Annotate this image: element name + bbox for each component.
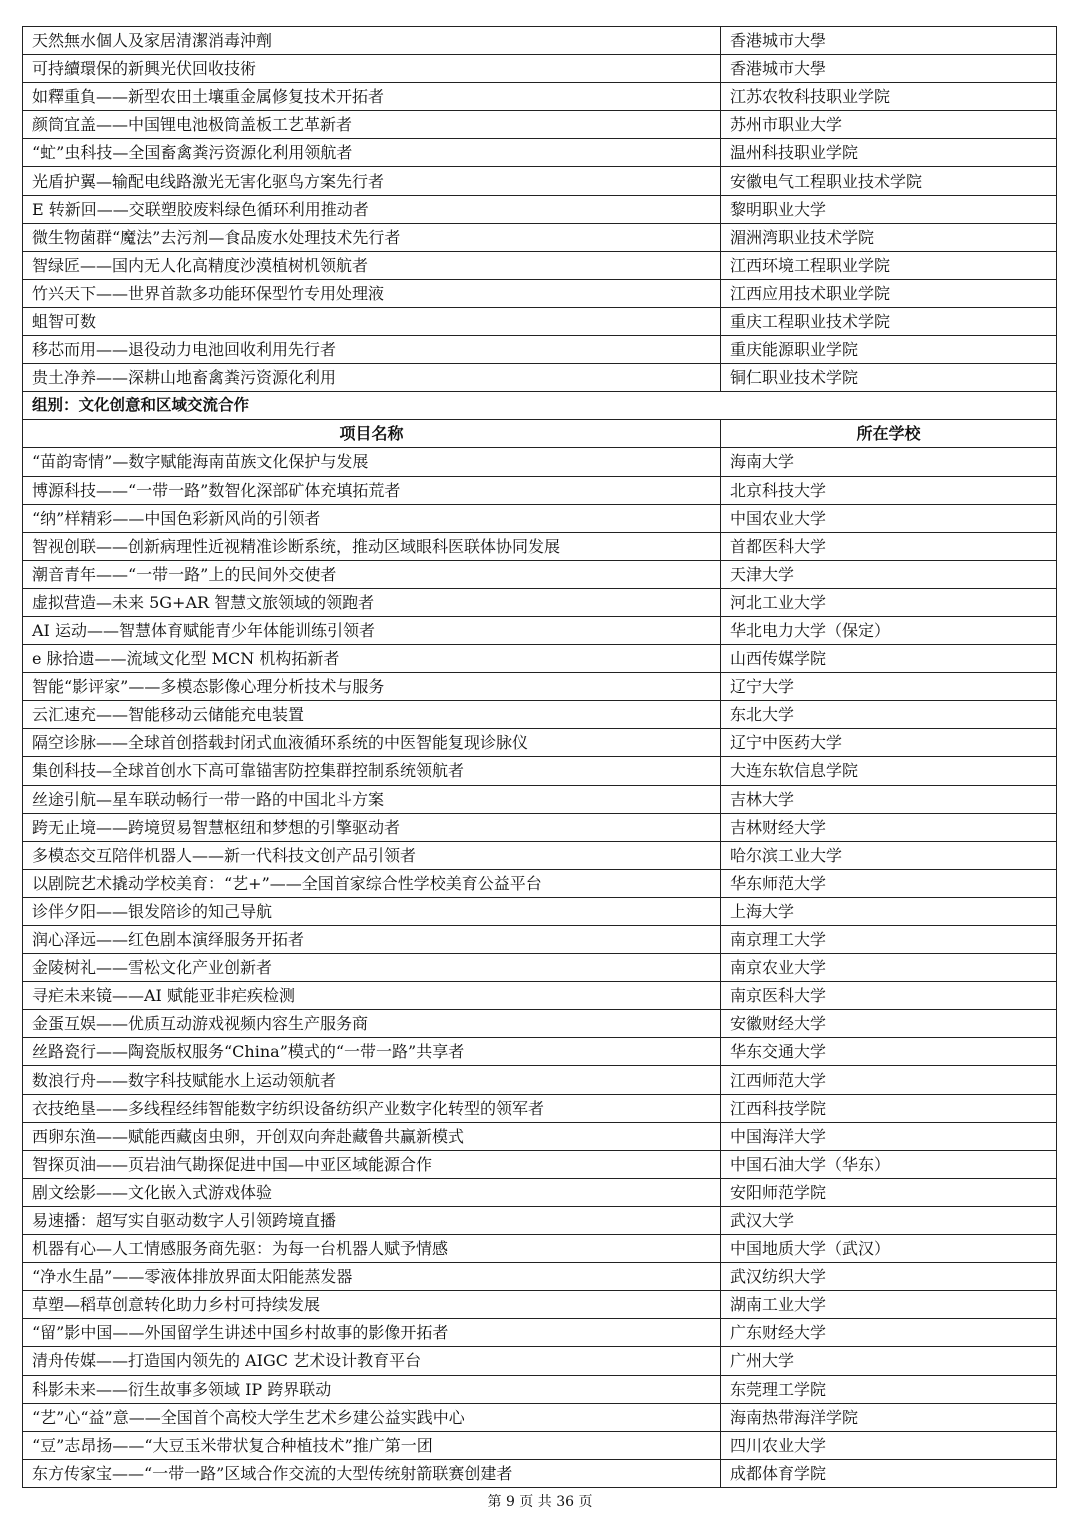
school-cell: 吉林财经大学 (721, 813, 1057, 841)
header-school: 所在学校 (721, 420, 1057, 448)
table-row (23, 645, 1057, 673)
project-name-cell: 跨无止境——跨境贸易智慧枢纽和梦想的引擎驱动者 (23, 813, 721, 841)
table-row (23, 1010, 1057, 1038)
project-name-cell: 可持續環保的新興光伏回收技術 (23, 55, 721, 83)
project-name-cell: 剧文绘影——文化嵌入式游戏体验 (23, 1178, 721, 1206)
school-cell: 湄洲湾职业技术学院 (721, 223, 1057, 251)
header-row (23, 420, 1057, 448)
project-name-cell: 草塑—稻草创意转化助力乡村可持续发展 (23, 1291, 721, 1319)
school-cell: 中国地质大学（武汉） (721, 1235, 1057, 1263)
project-name-cell: 虚拟营造—未来 5G+AR 智慧文旅领域的领跑者 (23, 588, 721, 616)
school-cell: 安徽财经大学 (721, 1010, 1057, 1038)
project-name-cell: 机器有心—人工情感服务商先驱：为每一台机器人赋予情感 (23, 1235, 721, 1263)
table-row (23, 167, 1057, 195)
project-name-cell: “苗韵寄情”—数字赋能海南苗族文化保护与发展 (23, 448, 721, 476)
table-row (23, 1403, 1057, 1431)
table-row (23, 785, 1057, 813)
school-cell: 华东交通大学 (721, 1038, 1057, 1066)
school-cell: 江西应用技术职业学院 (721, 279, 1057, 307)
school-cell: 铜仁职业技术学院 (721, 364, 1057, 392)
school-cell: 山西传媒学院 (721, 645, 1057, 673)
school-cell: 江西环境工程职业学院 (721, 251, 1057, 279)
project-name-cell: 易速播：超写实自驱动数字人引领跨境直播 (23, 1206, 721, 1234)
table-row (23, 1431, 1057, 1459)
table-row (23, 1263, 1057, 1291)
project-name-cell: 天然無水個人及家居清潔消毒沖劑 (23, 27, 721, 55)
header-project: 项目名称 (23, 420, 721, 448)
table-row (23, 1066, 1057, 1094)
school-cell: 吉林大学 (721, 785, 1057, 813)
school-cell: 武汉大学 (721, 1206, 1057, 1234)
table-row (23, 1235, 1057, 1263)
project-name-cell: 如釋重負——新型农田土壤重金属修复技术开拓者 (23, 83, 721, 111)
school-cell: 重庆工程职业技术学院 (721, 307, 1057, 335)
project-name-cell: “纳”样精彩——中国色彩新风尚的引领者 (23, 504, 721, 532)
table-row (23, 27, 1057, 55)
school-cell: 河北工业大学 (721, 588, 1057, 616)
school-cell: 黎明职业大学 (721, 195, 1057, 223)
project-name-cell: 颜筒宜盖——中国锂电池极筒盖板工艺革新者 (23, 111, 721, 139)
table-row (23, 560, 1057, 588)
project-name-cell: 潮音青年——“一带一路”上的民间外交使者 (23, 560, 721, 588)
project-name-cell: 集创科技—全球首创水下高可靠锚害防控集群控制系统领航者 (23, 757, 721, 785)
table-row (23, 476, 1057, 504)
project-name-cell: 智能“影评家”——多模态影像心理分析技术与服务 (23, 673, 721, 701)
table-row (23, 336, 1057, 364)
table-row (23, 1122, 1057, 1150)
table-row (23, 1375, 1057, 1403)
table-row (23, 139, 1057, 167)
table-row (23, 1094, 1057, 1122)
table-row (23, 111, 1057, 139)
project-name-cell: 金蛋互娱——优质互动游戏视频内容生产服务商 (23, 1010, 721, 1038)
school-cell: 安阳师范学院 (721, 1178, 1057, 1206)
project-name-cell: 多模态交互陪伴机器人——新一代科技文创产品引领者 (23, 841, 721, 869)
project-name-cell: 蛆智可数 (23, 307, 721, 335)
school-cell: 南京农业大学 (721, 954, 1057, 982)
project-name-cell: “留”影中国——外国留学生讲述中国乡村故事的影像开拓者 (23, 1319, 721, 1347)
table-row (23, 1150, 1057, 1178)
project-name-cell: 智探页油——页岩油气勘探促进中国—中亚区域能源合作 (23, 1150, 721, 1178)
table-row (23, 279, 1057, 307)
school-cell: 安徽电气工程职业技术学院 (721, 167, 1057, 195)
table-row (23, 1038, 1057, 1066)
project-name-cell: 隔空诊脉——全球首创搭载封闭式血液循环系统的中医智能复现诊脉仪 (23, 729, 721, 757)
school-cell: 海南大学 (721, 448, 1057, 476)
project-name-cell: 寻疟未来镜——AI 赋能亚非疟疾检测 (23, 982, 721, 1010)
project-table (22, 26, 1057, 1488)
school-cell: 香港城市大學 (721, 27, 1057, 55)
project-name-cell: “净水生晶”——零液体排放界面太阳能蒸发器 (23, 1263, 721, 1291)
table-row (23, 364, 1057, 392)
project-name-cell: 博源科技——“一带一路”数智化深部矿体充填拓荒者 (23, 476, 721, 504)
school-cell: 成都体育学院 (721, 1459, 1057, 1487)
table-row (23, 448, 1057, 476)
school-cell: 华东师范大学 (721, 869, 1057, 897)
school-cell: 哈尔滨工业大学 (721, 841, 1057, 869)
table-row (23, 869, 1057, 897)
project-name-cell: 竹兴天下——世界首款多功能环保型竹专用处理液 (23, 279, 721, 307)
school-cell: 重庆能源职业学院 (721, 336, 1057, 364)
project-name-cell: 丝路瓷行——陶瓷版权服务“China”模式的“一带一路”共享者 (23, 1038, 721, 1066)
table-row (23, 813, 1057, 841)
group-row (23, 392, 1057, 420)
table-row (23, 1459, 1057, 1487)
school-cell: 中国海洋大学 (721, 1122, 1057, 1150)
project-name-cell: “虻”虫科技—全国畜禽粪污资源化利用领航者 (23, 139, 721, 167)
table-row (23, 1319, 1057, 1347)
table-row (23, 223, 1057, 251)
school-cell: 四川农业大学 (721, 1431, 1057, 1459)
school-cell: 香港城市大學 (721, 55, 1057, 83)
school-cell: 温州科技职业学院 (721, 139, 1057, 167)
table-row (23, 55, 1057, 83)
school-cell: 大连东软信息学院 (721, 757, 1057, 785)
project-name-cell: 丝途引航—星车联动畅行一带一路的中国北斗方案 (23, 785, 721, 813)
group-label: 组别：文化创意和区域交流合作 (23, 392, 1057, 420)
project-name-cell: AI 运动——智慧体育赋能青少年体能训练引领者 (23, 616, 721, 644)
table-row (23, 897, 1057, 925)
project-name-cell: 光盾护翼—输配电线路激光无害化驱鸟方案先行者 (23, 167, 721, 195)
rows-after-section (23, 448, 1057, 1487)
school-cell: 辽宁大学 (721, 673, 1057, 701)
project-name-cell: 智视创联——创新病理性近视精准诊断系统，推动区域眼科医联体协同发展 (23, 532, 721, 560)
table-row (23, 588, 1057, 616)
school-cell: 江西科技学院 (721, 1094, 1057, 1122)
school-cell: 中国农业大学 (721, 504, 1057, 532)
project-name-cell: 诊伴夕阳——银发陪诊的知己导航 (23, 897, 721, 925)
table-row (23, 532, 1057, 560)
project-name-cell: e 脉拾遗——流域文化型 MCN 机构拓新者 (23, 645, 721, 673)
project-name-cell: 清舟传媒——打造国内领先的 AIGC 艺术设计教育平台 (23, 1347, 721, 1375)
table-row (23, 926, 1057, 954)
school-cell: 广州大学 (721, 1347, 1057, 1375)
project-name-cell: 智绿匠——国内无人化高精度沙漠植树机领航者 (23, 251, 721, 279)
school-cell: 武汉纺织大学 (721, 1263, 1057, 1291)
table-row (23, 616, 1057, 644)
table-row (23, 1291, 1057, 1319)
table-row (23, 1178, 1057, 1206)
school-cell: 广东财经大学 (721, 1319, 1057, 1347)
table-row (23, 83, 1057, 111)
table-row (23, 954, 1057, 982)
school-cell: 首都医科大学 (721, 532, 1057, 560)
school-cell: 苏州市职业大学 (721, 111, 1057, 139)
project-name-cell: 贵土净养——深耕山地畜禽粪污资源化利用 (23, 364, 721, 392)
school-cell: 湖南工业大学 (721, 1291, 1057, 1319)
project-name-cell: “豆”志昂扬——“大豆玉米带状复合种植技术”推广第一团 (23, 1431, 721, 1459)
rows-before-section (23, 27, 1057, 392)
project-name-cell: 西卵东渔——赋能西藏卤虫卵，开创双向奔赴藏鲁共赢新模式 (23, 1122, 721, 1150)
school-cell: 南京理工大学 (721, 926, 1057, 954)
project-name-cell: 衣技绝垦——多线程经纬智能数字纺织设备纺织产业数字化转型的领军者 (23, 1094, 721, 1122)
project-name-cell: 数浪行舟——数字科技赋能水上运动领航者 (23, 1066, 721, 1094)
project-name-cell: 云汇速充——智能移动云储能充电装置 (23, 701, 721, 729)
table-row (23, 251, 1057, 279)
school-cell: 天津大学 (721, 560, 1057, 588)
project-name-cell: 移芯而用——退役动力电池回收利用先行者 (23, 336, 721, 364)
table-row (23, 982, 1057, 1010)
table-row (23, 729, 1057, 757)
school-cell: 上海大学 (721, 897, 1057, 925)
school-cell: 南京医科大学 (721, 982, 1057, 1010)
table-row (23, 195, 1057, 223)
table-row (23, 1347, 1057, 1375)
school-cell: 东莞理工学院 (721, 1375, 1057, 1403)
project-name-cell: 微生物菌群“魔法”去污剂—食品废水处理技术先行者 (23, 223, 721, 251)
school-cell: 东北大学 (721, 701, 1057, 729)
school-cell: 辽宁中医药大学 (721, 729, 1057, 757)
table-row (23, 757, 1057, 785)
project-name-cell: 润心泽远——红色剧本演绎服务开拓者 (23, 926, 721, 954)
table-row (23, 673, 1057, 701)
school-cell: 北京科技大学 (721, 476, 1057, 504)
table-row (23, 504, 1057, 532)
table-row (23, 307, 1057, 335)
project-name-cell: 科影未来——衍生故事多领域 IP 跨界联动 (23, 1375, 721, 1403)
project-name-cell: 以剧院艺术撬动学校美育：“艺+”——全国首家综合性学校美育公益平台 (23, 869, 721, 897)
project-name-cell: “艺”心“益”意——全国首个高校大学生艺术乡建公益实践中心 (23, 1403, 721, 1431)
project-name-cell: 东方传家宝——“一带一路”区域合作交流的大型传统射箭联赛创建者 (23, 1459, 721, 1487)
project-name-cell: 金陵树礼——雪松文化产业创新者 (23, 954, 721, 982)
table-row (23, 841, 1057, 869)
project-name-cell: E 转新回——交联塑胶废料绿色循环利用推动者 (23, 195, 721, 223)
school-cell: 江西师范大学 (721, 1066, 1057, 1094)
school-cell: 江苏农牧科技职业学院 (721, 83, 1057, 111)
page-footer: 第 9 页 共 36 页 (487, 1494, 593, 1510)
school-cell: 海南热带海洋学院 (721, 1403, 1057, 1431)
table-row (23, 701, 1057, 729)
school-cell: 中国石油大学（华东） (721, 1150, 1057, 1178)
school-cell: 华北电力大学（保定） (721, 616, 1057, 644)
table-row (23, 1206, 1057, 1234)
